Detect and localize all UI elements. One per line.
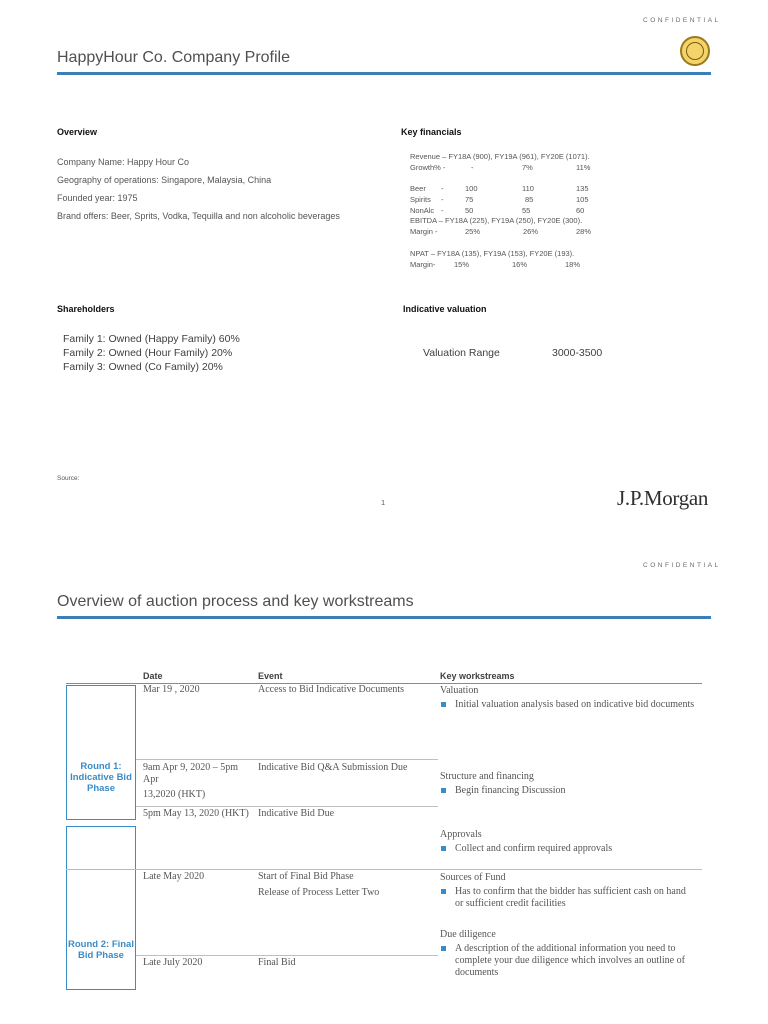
npat-margin-fy18: 15% bbox=[454, 260, 470, 269]
row-4-divider bbox=[136, 869, 702, 870]
col-header-date: Date bbox=[143, 671, 163, 681]
row-5-date: Late July 2020 bbox=[143, 957, 203, 968]
ebitda-margin-label: Margin - bbox=[410, 227, 438, 236]
row-4-event: Start of Final Bid Phase bbox=[258, 871, 354, 882]
row-2-date-cont: 13,2020 (HKT) bbox=[143, 789, 206, 800]
title-divider-2 bbox=[57, 616, 711, 619]
round-2-box bbox=[66, 826, 136, 990]
npat-margin-fy19: 16% bbox=[512, 260, 528, 269]
workstream-valuation-bullet: Initial valuation analysis based on indicative bid documents bbox=[455, 699, 695, 710]
page-title: HappyHour Co. Company Profile bbox=[57, 49, 290, 66]
square-bullet-icon bbox=[441, 846, 446, 851]
jpmorgan-logo: J.P.Morgan bbox=[617, 486, 709, 510]
overview-brands: Brand offers: Beer, Sprits, Vodka, Tequilla and non alcoholic beverages bbox=[57, 211, 340, 221]
row-1-event: Access to Bid Indicative Documents bbox=[258, 684, 405, 695]
nonalc-fy18: 50 bbox=[465, 206, 474, 215]
title-divider bbox=[57, 72, 711, 75]
row-2-event: Indicative Bid Q&A Submission Due bbox=[258, 762, 408, 773]
round-2-divider bbox=[66, 869, 136, 870]
valuation-heading: Indicative valuation bbox=[403, 304, 487, 314]
overview-geography: Geography of operations: Singapore, Malaysia, China bbox=[57, 175, 272, 185]
growth-fy19: 7% bbox=[522, 163, 533, 172]
spirits-label: Spirits bbox=[410, 195, 431, 204]
source-note: Source: bbox=[57, 475, 80, 482]
workstream-approvals-bullet: Collect and confirm required approvals bbox=[455, 843, 613, 854]
shareholder-family-3: Family 3: Owned (Co Family) 20% bbox=[63, 361, 223, 373]
col-header-event: Event bbox=[258, 671, 283, 681]
workstream-dd-title: Due diligence bbox=[440, 929, 496, 940]
beer-label: Beer bbox=[410, 184, 426, 193]
row-2-date: 9am Apr 9, 2020 – 5pm Apr bbox=[143, 762, 238, 785]
growth-label: Growth% - bbox=[410, 163, 446, 172]
revenue-header: Revenue – FY18A (900), FY19A (961), FY20E (1071). bbox=[410, 152, 590, 161]
row-3-date: 5pm May 13, 2020 (HKT) bbox=[143, 808, 249, 819]
confidential-label-2: CONFIDENTIAL bbox=[643, 562, 721, 569]
nonalc-fy20: 60 bbox=[576, 206, 585, 215]
valuation-range-label: Valuation Range bbox=[423, 347, 500, 359]
overview-company-name: Company Name: Happy Hour Co bbox=[57, 157, 190, 167]
npat-margin-fy20: 18% bbox=[565, 260, 581, 269]
row-5-event: Final Bid bbox=[258, 957, 296, 968]
workstream-funds-title: Sources of Fund bbox=[440, 872, 506, 883]
ebitda-margin-fy19: 26% bbox=[523, 227, 539, 236]
valuation-range-value: 3000-3500 bbox=[552, 347, 603, 359]
nonalc-label: NonAlc bbox=[410, 206, 435, 215]
col-header-workstreams: Key workstreams bbox=[440, 671, 515, 681]
row-5-divider bbox=[136, 955, 438, 956]
ebitda-margin-fy18: 25% bbox=[465, 227, 481, 236]
workstream-structure-title: Structure and financing bbox=[440, 771, 534, 782]
nonalc-dash: - bbox=[441, 206, 444, 215]
workstream-funds-bullet: Has to confirm that the bidder has sufficient cash on hand or sufficient credit facilities bbox=[455, 886, 686, 909]
spirits-fy19: 85 bbox=[525, 195, 534, 204]
square-bullet-icon bbox=[441, 788, 446, 793]
beer-fy20: 135 bbox=[576, 184, 589, 193]
row-1-date: Mar 19 , 2020 bbox=[143, 684, 200, 695]
beer-dash: - bbox=[441, 184, 444, 193]
beer-fy18: 100 bbox=[465, 184, 478, 193]
npat-header: NPAT – FY18A (135), FY19A (153), FY20E (193). bbox=[410, 249, 575, 258]
round-2-label: Round 2: Final Bid Phase bbox=[68, 939, 134, 961]
round-1-box bbox=[66, 685, 136, 820]
row-4-date: Late May 2020 bbox=[143, 871, 205, 882]
growth-fy20: 11% bbox=[576, 163, 591, 172]
row-3-divider bbox=[136, 806, 438, 807]
page-title-2: Overview of auction process and key workstreams bbox=[57, 593, 414, 610]
square-bullet-icon bbox=[441, 889, 446, 894]
workstream-approvals-title: Approvals bbox=[440, 829, 482, 840]
square-bullet-icon bbox=[441, 946, 446, 951]
nonalc-fy19: 55 bbox=[522, 206, 531, 215]
npat-margin-label: Margin- bbox=[410, 260, 436, 269]
ebitda-header: EBITDA – FY18A (225), FY19A (250), FY20E (300). bbox=[410, 216, 583, 225]
overview-founded: Founded year: 1975 bbox=[57, 193, 138, 203]
shareholders-heading: Shareholders bbox=[57, 304, 115, 314]
spirits-fy18: 75 bbox=[465, 195, 474, 204]
shareholder-family-1: Family 1: Owned (Happy Family) 60% bbox=[63, 333, 240, 345]
ebitda-margin-fy20: 28% bbox=[576, 227, 592, 236]
round-1-label: Round 1: Indicative Bid Phase bbox=[70, 761, 132, 794]
growth-fy18: - bbox=[471, 163, 474, 172]
row-4-event-2: Release of Process Letter Two bbox=[258, 887, 380, 898]
page-number: 1 bbox=[381, 498, 386, 507]
row-2-divider bbox=[136, 759, 438, 760]
beer-fy19: 110 bbox=[522, 184, 534, 193]
spirits-fy20: 105 bbox=[576, 195, 589, 204]
shareholder-family-2: Family 2: Owned (Hour Family) 20% bbox=[63, 347, 233, 359]
workstream-valuation-title: Valuation bbox=[440, 685, 479, 696]
happyhour-emblem-icon bbox=[680, 36, 710, 66]
spirits-dash: - bbox=[441, 195, 444, 204]
square-bullet-icon bbox=[441, 702, 446, 707]
overview-heading: Overview bbox=[57, 127, 98, 137]
workstream-structure-bullet: Begin financing Discussion bbox=[455, 785, 566, 796]
confidential-label: CONFIDENTIAL bbox=[643, 17, 721, 24]
row-3-event: Indicative Bid Due bbox=[258, 808, 335, 819]
workstream-dd-bullet: A description of the additional information you need to complete your due diligence which involves an outline of documents bbox=[455, 943, 685, 978]
key-financials-heading: Key financials bbox=[401, 127, 462, 137]
